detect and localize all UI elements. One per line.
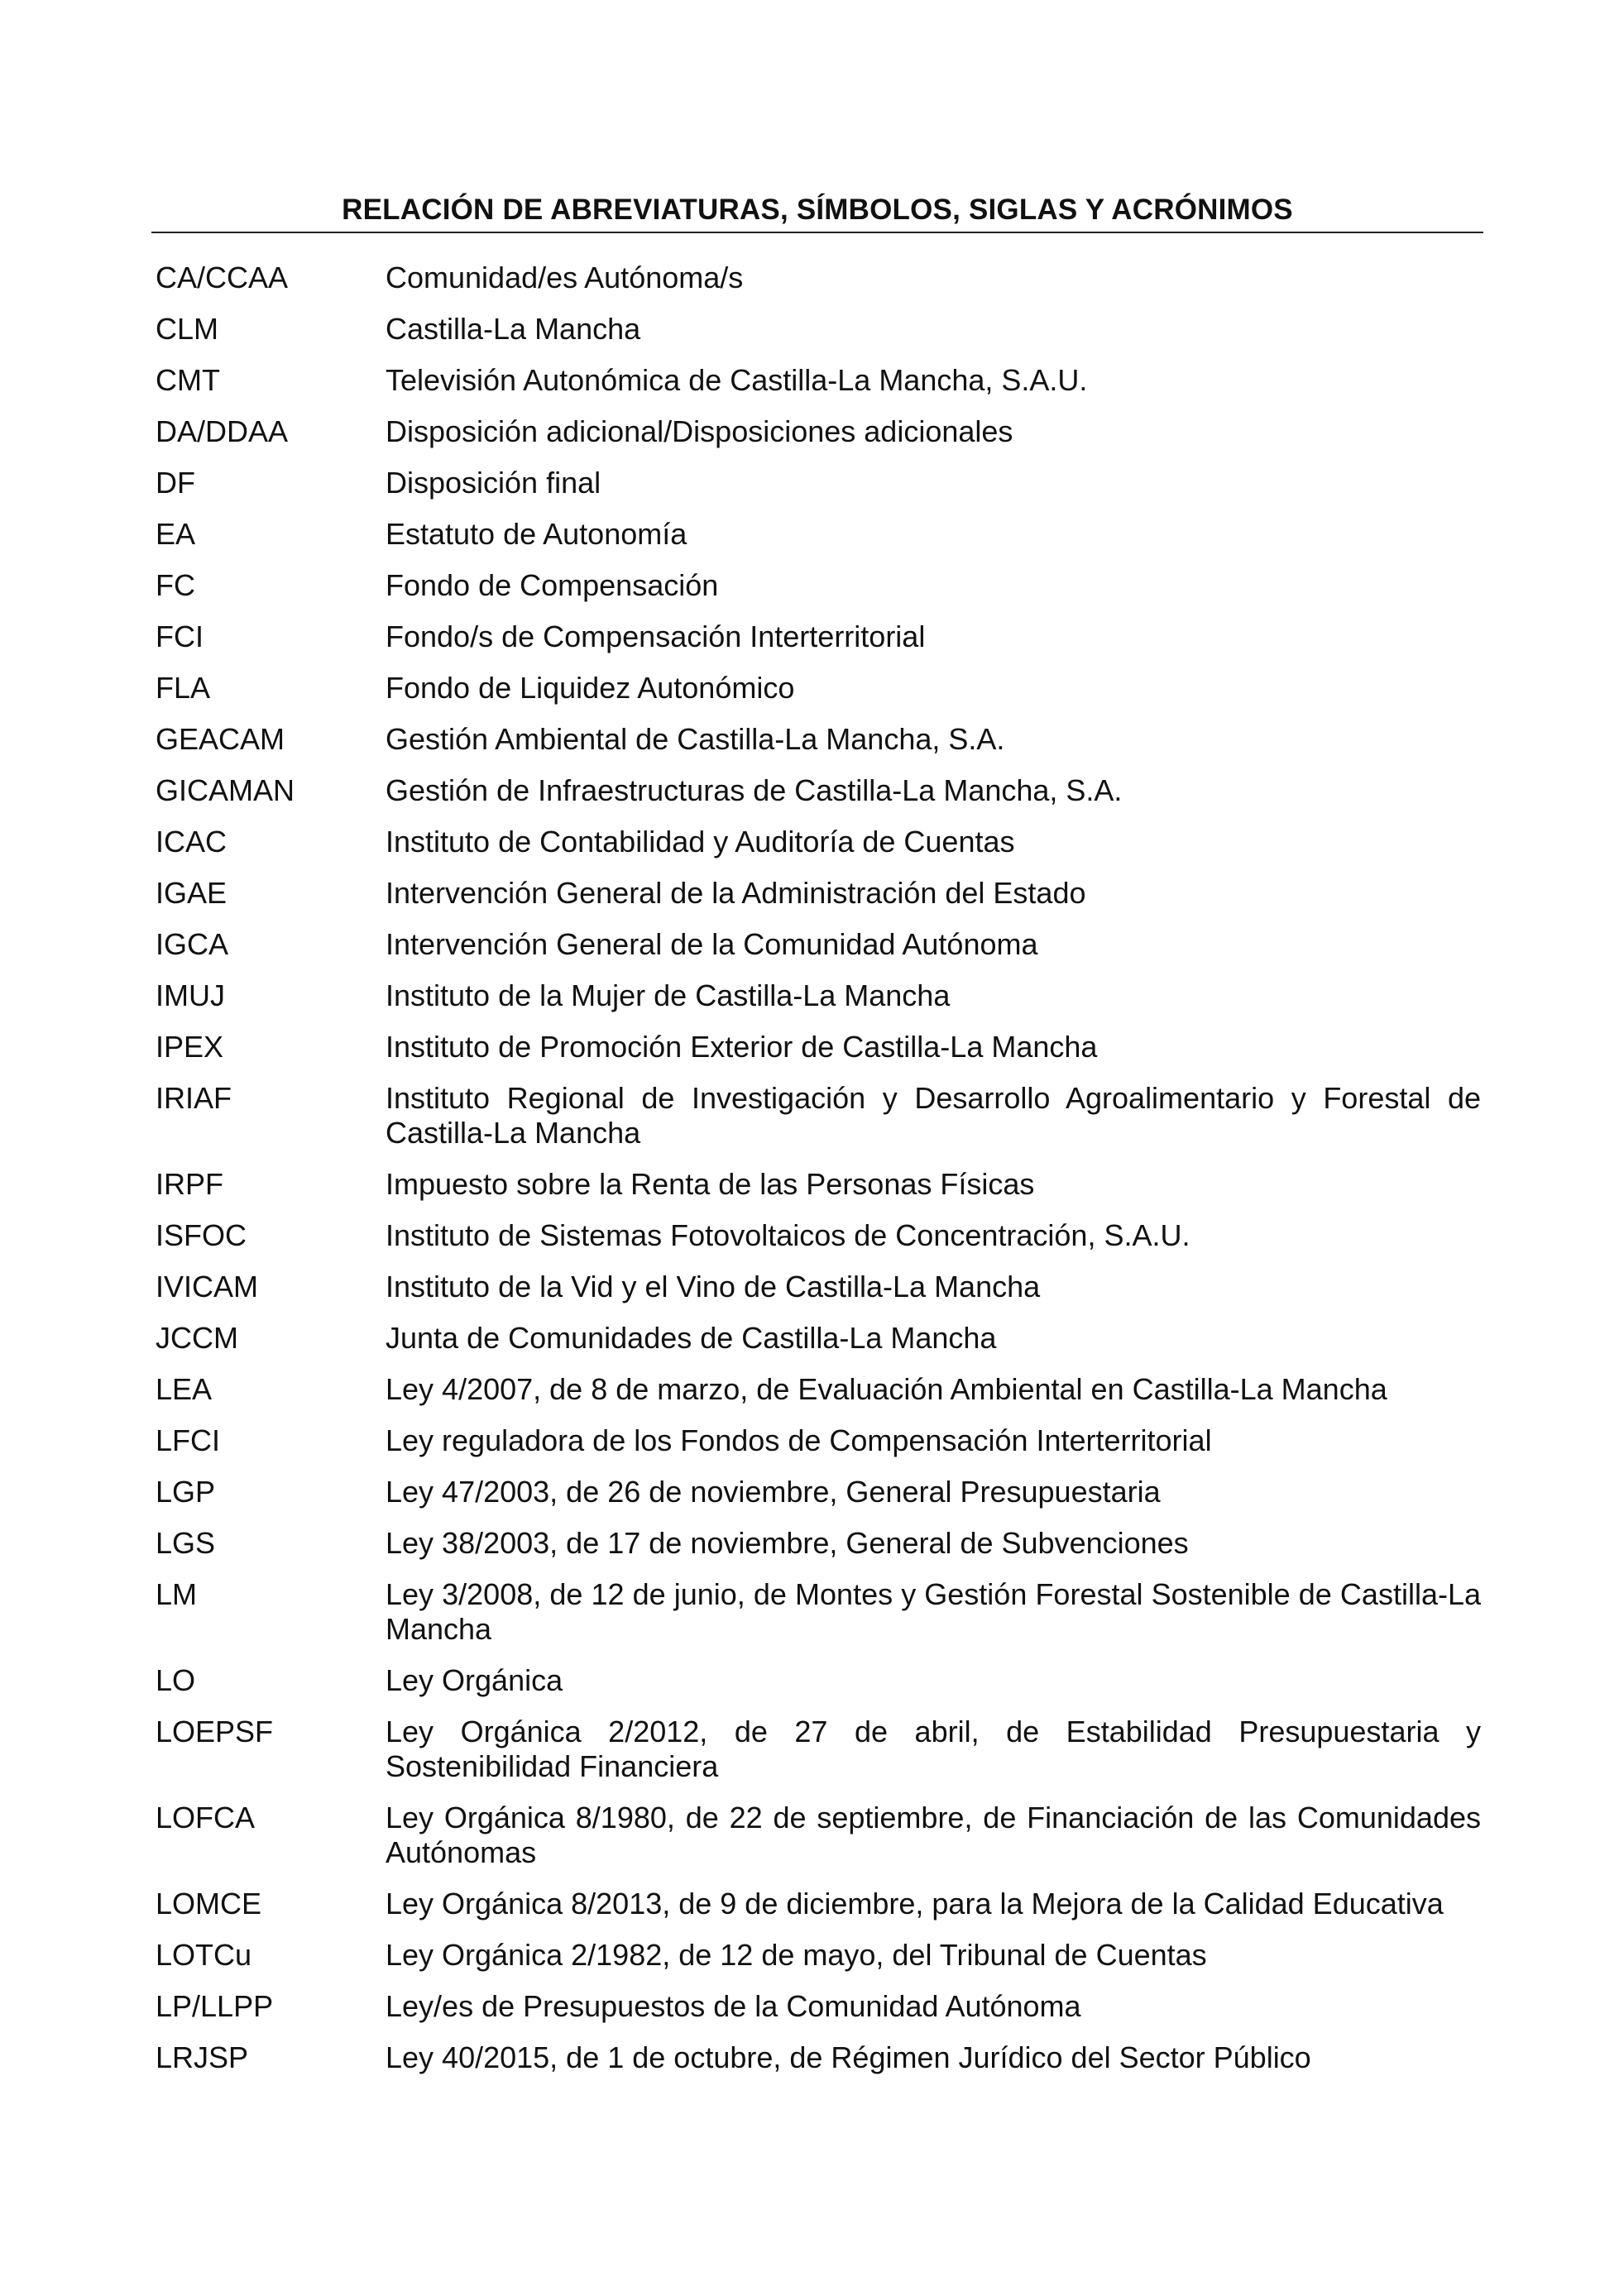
definition: Fondo de Liquidez Autonómico [386,671,795,705]
definition: Ley/es de Presupuestos de la Comunidad Autónoma [386,1989,1081,2023]
abbreviation: IMUJ [156,978,225,1012]
abbreviation: LP/LLPP [156,1989,274,2023]
list-item [156,1663,1481,1698]
definition: Junta de Comunidades de Castilla-La Mancha [386,1321,997,1355]
page-title: RELACIÓN DE ABREVIATURAS, SÍMBOLOS, SIGLAS Y ACRÓNIMOS [342,194,1293,226]
abbreviation: IGCA [156,927,229,961]
abbreviation: LOMCE [156,1887,262,1921]
list-item [156,1167,1481,1202]
abbreviation: IVICAM [156,1270,259,1303]
list-item [156,722,1481,757]
list-item [156,1887,1481,1921]
definition: Comunidad/es Autónoma/s [386,261,744,294]
abbreviation: DA/DDAA [156,414,289,448]
definition: Instituto de la Mujer de Castilla-La Mancha [386,978,951,1012]
definition: Estatuto de Autonomía [386,517,687,551]
list-item [156,978,1481,1013]
definition: Ley reguladora de los Fondos de Compensación Interterritorial [386,1423,1212,1457]
abbreviation: CMT [156,363,220,397]
definition: Intervención General de la Comunidad Autónoma [386,927,1038,961]
definition: Ley 4/2007, de 8 de marzo, de Evaluación Ambiental en Castilla-La Mancha [386,1372,1387,1406]
list-item [156,414,1481,449]
definition: Televisión Autonómica de Castilla-La Mancha, S.A.U. [386,363,1088,397]
list-item [156,825,1481,859]
definition: Ley Orgánica 8/2013, de 9 de diciembre, para la Mejora de la Calidad Educativa [386,1887,1444,1921]
definition: Ley Orgánica [386,1663,563,1697]
definition: Fondo de Compensación [386,568,719,602]
abbreviation: FC [156,568,195,602]
abbreviation: LOEPSF [156,1715,274,1748]
abbreviation: LEA [156,1372,213,1406]
abbreviation: LO [156,1663,196,1697]
abbreviation: FLA [156,671,211,705]
list-item [156,1423,1481,1458]
definition: Ley 38/2003, de 17 de noviembre, General de Subvenciones [386,1526,1189,1560]
abbreviation: IRPF [156,1167,224,1201]
definition: Gestión Ambiental de Castilla-La Mancha, S.A. [386,722,1005,756]
list-item [156,671,1481,706]
list-item [156,1081,1481,1150]
definition: Gestión de Infraestructuras de Castilla-La Mancha, S.A. [386,773,1123,807]
abbreviation: LGS [156,1526,216,1560]
abbreviation: IGAE [156,876,228,910]
list-item [156,1715,1481,1784]
abbreviation: LRJSP [156,2040,249,2074]
abbreviation: ICAC [156,825,228,859]
abbreviation: LOTCu [156,1938,252,1972]
definition: Ley Orgánica 2/1982, de 12 de mayo, del Tribunal de Cuentas [386,1938,1207,1972]
abbreviation: CLM [156,312,219,346]
definition: Castilla-La Mancha [386,312,641,346]
abbreviation: IRIAF [156,1081,232,1115]
abbreviation: DF [156,466,195,500]
list-item [156,1801,1481,1870]
list-item [156,568,1481,603]
abbreviation: LFCI [156,1423,221,1457]
list-item [156,1577,1481,1647]
list-item [156,312,1481,347]
abbreviation: JCCM [156,1321,238,1355]
definition: Instituto de Contabilidad y Auditoría de Cuentas [386,825,1015,859]
definition: Ley Orgánica 8/1980, de 22 de septiembre, de Financiación de las Comunidades Autónomas [386,1801,1481,1869]
abbreviation: LGP [156,1475,216,1509]
definition: Instituto de Promoción Exterior de Castilla-La Mancha [386,1030,1098,1064]
list-item [156,2040,1481,2075]
abbreviation: ISFOC [156,1218,247,1252]
abbreviation: EA [156,517,196,551]
abbreviation: GEACAM [156,722,285,756]
abbreviation: GICAMAN [156,773,295,807]
definition: Ley Orgánica 2/2012, de 27 de abril, de Estabilidad Presupuestaria y Sostenibilidad Financiera [386,1715,1481,1783]
list-item [156,466,1481,500]
title-underline [151,232,1483,233]
list-item [156,1475,1481,1509]
definition: Ley 3/2008, de 12 de junio, de Montes y Gestión Forestal Sostenible de Castilla-La Mancha [386,1577,1481,1646]
list-item [156,1938,1481,1973]
list-item [156,773,1481,808]
list-item [156,517,1481,552]
definition: Disposición final [386,466,601,500]
definition: Ley 47/2003, de 26 de noviembre, General Presupuestaria [386,1475,1161,1509]
abbreviation: IPEX [156,1030,224,1064]
abbreviation: CA/CCAA [156,261,289,294]
definition: Instituto Regional de Investigación y Desarrollo Agroalimentario y Forestal de Castilla-La Mancha [386,1081,1481,1150]
abbreviation: FCI [156,619,204,653]
list-item [156,927,1481,962]
list-item [156,1372,1481,1407]
list-item [156,1526,1481,1561]
list-item [156,1218,1481,1253]
definition: Fondo/s de Compensación Interterritorial [386,619,926,653]
definition: Intervención General de la Administración del Estado [386,876,1086,910]
list-item [156,1030,1481,1064]
list-item [156,1270,1481,1304]
definition: Impuesto sobre la Renta de las Personas Físicas [386,1167,1035,1201]
definition: Ley 40/2015, de 1 de octubre, de Régimen Jurídico del Sector Público [386,2040,1311,2074]
abbreviation: LM [156,1577,198,1611]
list-item [156,1321,1481,1356]
abbreviation: LOFCA [156,1801,256,1834]
list-item [156,363,1481,398]
abbreviation-list [156,261,1481,2092]
definition: Instituto de Sistemas Fotovoltaicos de Concentración, S.A.U. [386,1218,1190,1252]
list-item [156,619,1481,654]
definition: Disposición adicional/Disposiciones adicionales [386,414,1013,448]
list-item [156,261,1481,295]
definition: Instituto de la Vid y el Vino de Castilla-La Mancha [386,1270,1041,1303]
list-item [156,1989,1481,2024]
list-item [156,876,1481,911]
